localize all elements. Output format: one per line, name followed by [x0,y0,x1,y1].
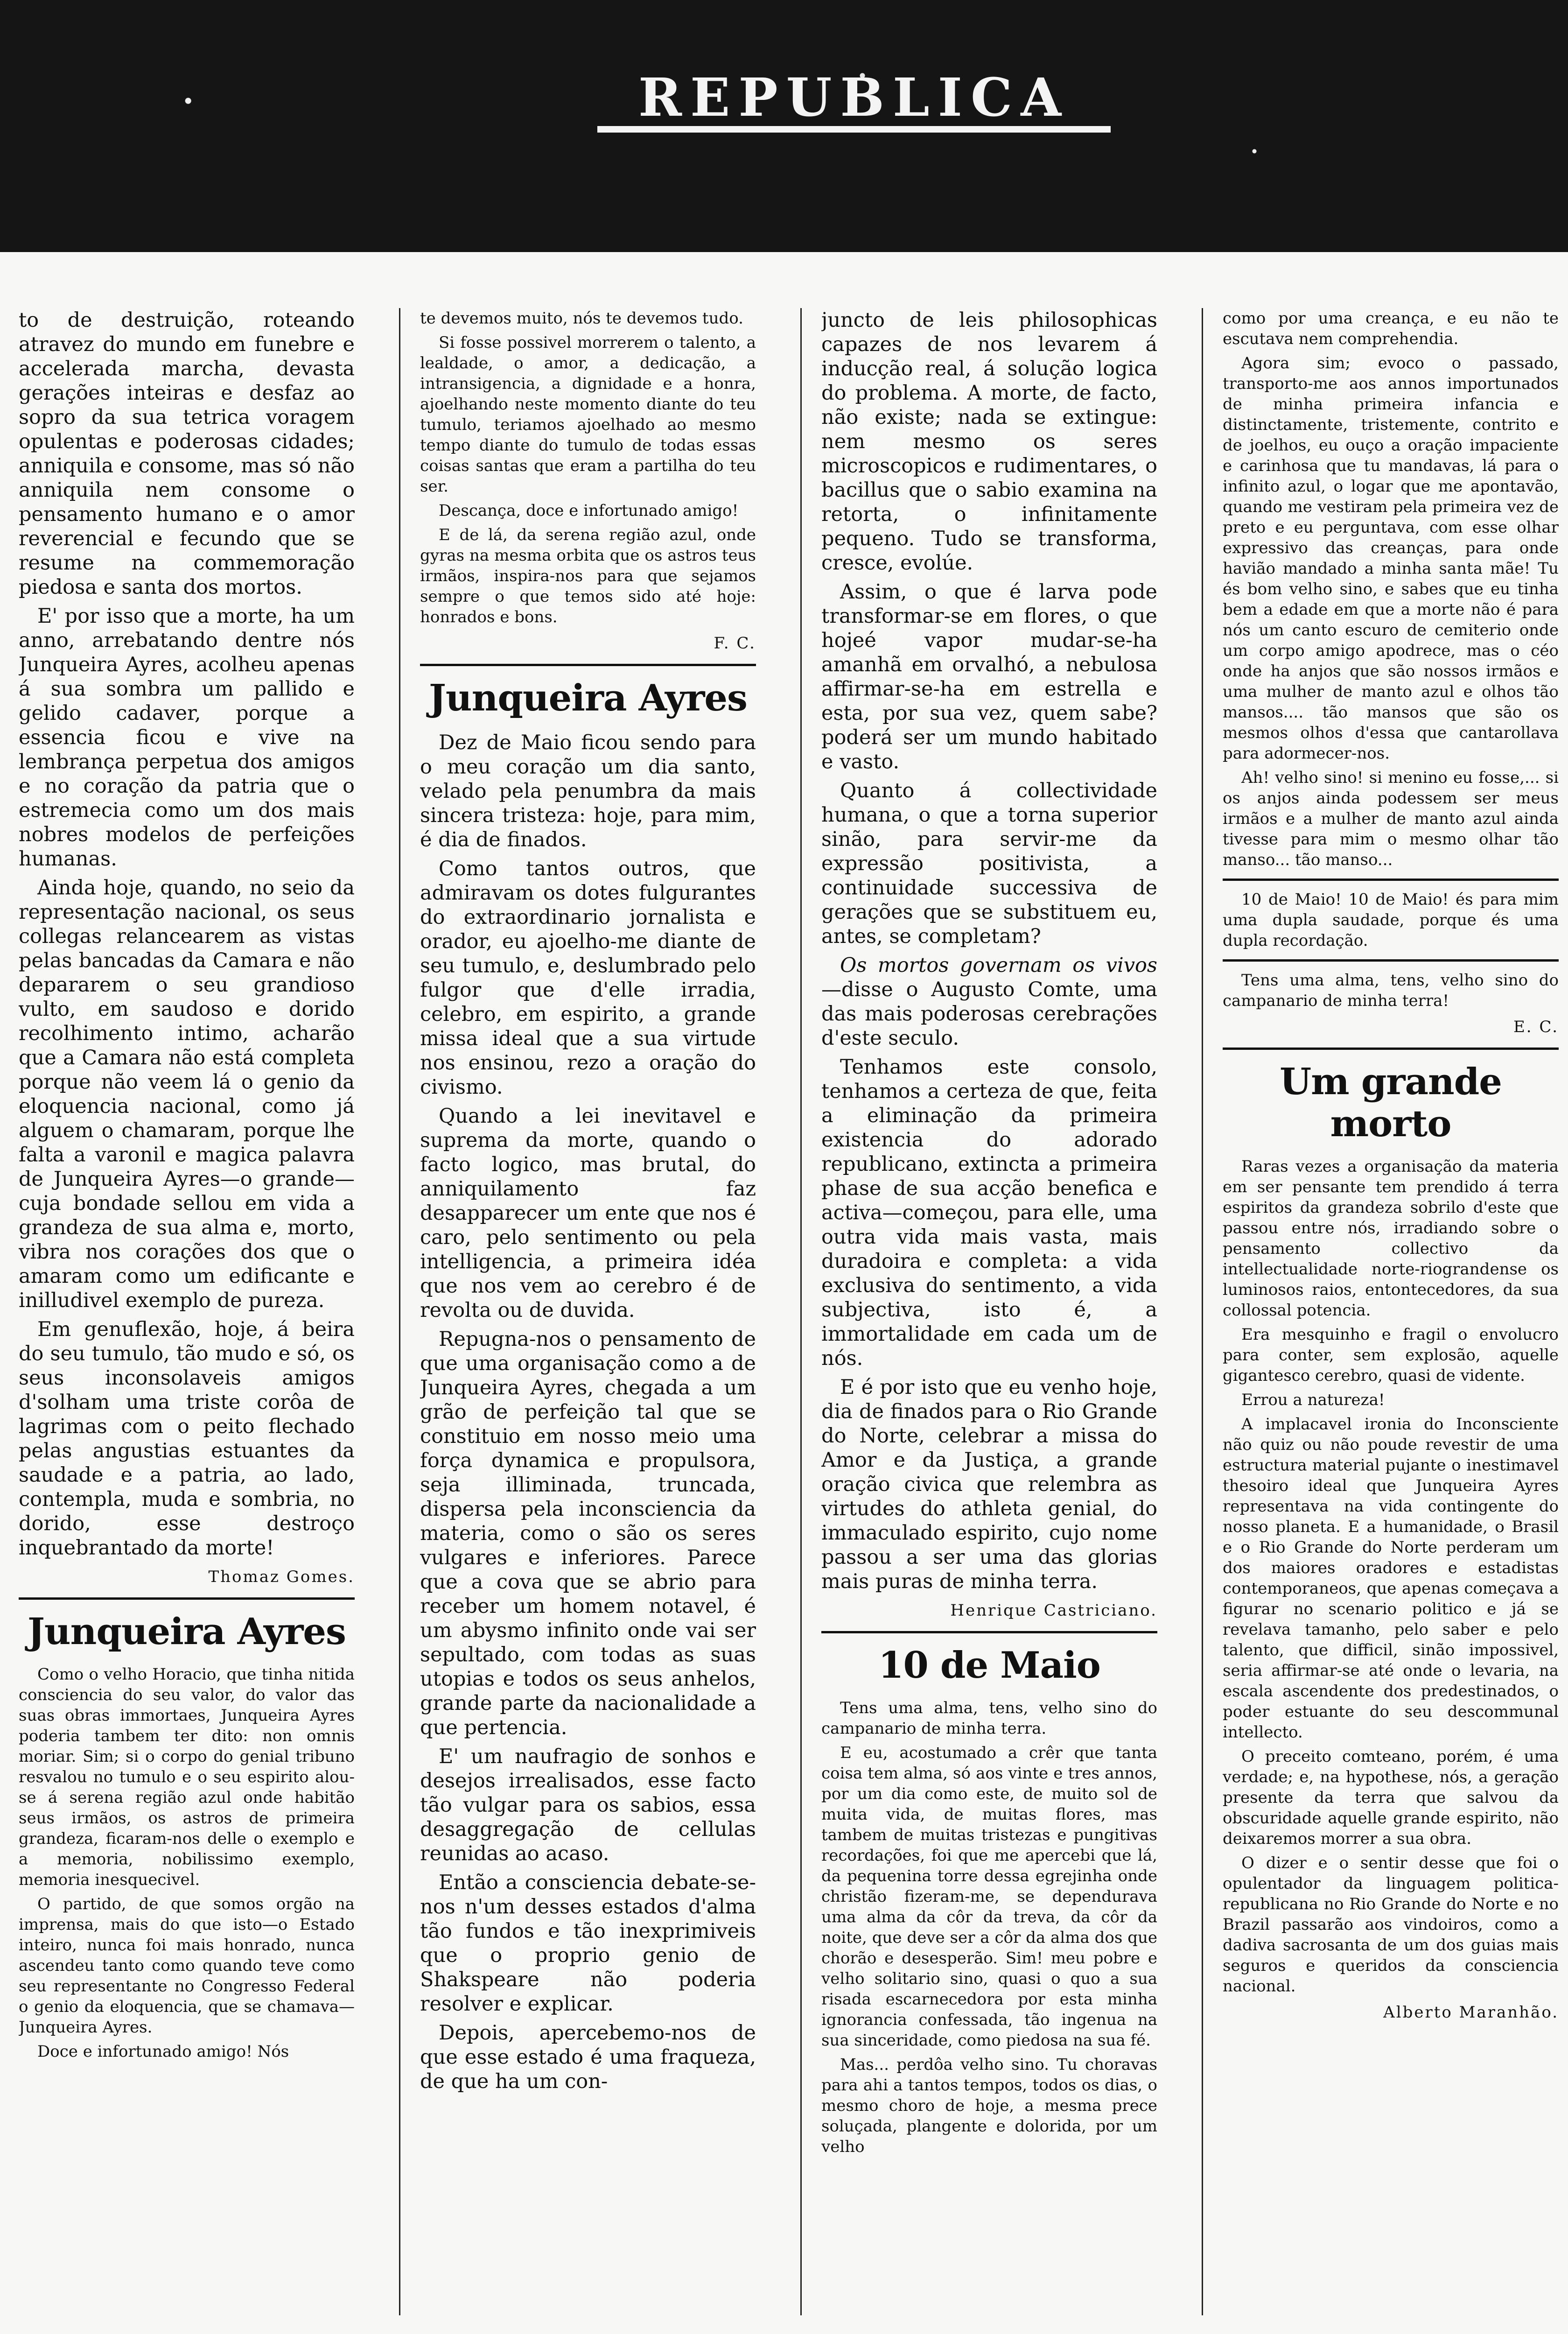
article-paragraph: to de destruição, roteando atravez do mundo em funebre e accelerada marcha, devasta gerações inteiras e desfaz ao sopro da sua tetrica voragem opulentas e poderosas cidades; anniquila e consome, mas só não anniquila nem consome o pensamento humano e o amor reverencial e fecundo que se resume na commemoração piedosa e santa dos mortos. [19,309,355,599]
quoted-motto: Os mortos governam os vivos [840,954,1157,977]
newspaper-page [0,252,1568,2334]
article-paragraph: O dizer e o sentir desse que foi o opulentador da linguagem politica-republicana no Rio Grande do Norte e no Brazil passarão aos vindoiros, como a dadiva sacrosanta de um dos guias mais seguros e queridos da consciencia nacional. [1223,1854,1559,1996]
article-paragraph: E' um naufragio de sonhos e desejos irrealisados, esse facto tão vulgar para os sabios, essa desaggregação de cellulas reunidas ao acaso. [420,1745,756,1865]
article-body-small [1223,1156,1559,1997]
article-paragraph: Raras vezes a organisação da materia em ser pensante tem prendido á terra espiritos da grandeza sobrilo d'este que passou entre nós, irradiando sobre o pensamento collectivo da intellectualidade norte-riograndense os luminosos raios, entontecedores, da sua collossal potencia. [1223,1157,1559,1320]
quote-attribution: —disse o Augusto Comte, uma das mais poderosas cerebrações d'este seculo. [821,978,1157,1050]
article-paragraph: E' por isso que a morte, ha um anno, arrebatando dentre nós Junqueira Ayres, acolheu apenas á sua sombra um pallido e gelido cadaver, porque a essencia ficou e vive na lembrança perpetua dos amigos e no coração da patria que o estremecia como um dos mais nobres modelos de perfeições humanas. [19,605,355,871]
article-paragraph: Ainda hoje, quando, no seio da representação nacional, os seus collegas relancearem as vistas pelas bancadas da Camara e não depararem o seu grandioso vulto, em saudoso e dorido recolhimento intimo, acharão que a Camara não está completa porque não veem lá o genio da eloquencia nacional, como já alguem o chamaram, porque lhe falta a varonil e magica palavra de Junqueira Ayres—o grande—cuja bondade sellou em vida a grandeza de sua alma e, morto, vibra nos corações dos que o amaram como um edificante e inilludivel exemplo de pureza. [19,876,355,1312]
article-paragraph: Errou a natureza! [1241,1391,1385,1409]
column-1 [19,308,355,2066]
article-paragraph: Mas... perdôa velho sino. Tu choravas para ahi a tantos tempos, todos os dias, o mesmo choro de hoje, a mesma prece soluçada, plangente e dolorida, por um velho [821,2055,1157,2156]
article-paragraph: O preceito comteano, porém, é uma verdade; e, na hypothese, nós, a geração presente da terra que salvou da obscuridade aquelle grande espirito, não deixaremos morrer a sua obra. [1223,1747,1559,1848]
article-paragraph: Repugna-nos o pensamento de que uma organisação como a de Junqueira Ayres, chegada a um grão de perfeição tal que se constituio em nosso meio uma força dynamica e propulsora, seja illiminada, truncada, dispersa pela inconsciencia da materia, como o são os seres vulgares e inferiores. Parece que a cova que se abrio para receber um homem notavel, é um abysmo infinito onde vai ser sepultado, com todas as suas utopias e todos os seus anhelos, grande parte da nacionalidade a que pertencia. [420,1328,756,1739]
article-paragraph: 10 de Maio! 10 de Maio! és para mim uma dupla saudade, porque és uma dupla recordação. [1223,890,1559,950]
article-divider [420,664,756,666]
author-signature: E. C. [1513,1018,1559,1036]
article-paragraph: A implacavel ironia do Inconsciente não quiz ou não poude revestir de uma estructura material pujante o inestimavel thesoiro ideal que Junqueira Ayres representava na vida contingente do nosso planeta. E a humanidade, o Brasil e o Rio Grande do Norte perderam um dos maiores oradores e estadistas contemporaneos, que apenas começava a figurar no scenario politico e já se revelava tamanho, pelo saber e pelo talento, que difficil, sinão impossivel, seria affirmar-se até onde o levaria, na escala ascendente dos predestinados, o poder estuante do seu descommunal intellecto. [1223,1415,1559,1742]
article-paragraph: E é por isto que eu venho hoje, dia de finados para o Rio Grande do Norte, celebrar a missa do Amor e da Justiça, a grande oração civica que relembra as virtudes do athleta genial, do immaculado espirito, cujo nome passou a ser uma das glorias mais puras de minha terra. [821,1376,1157,1593]
newspaper-masthead: REPUBLICA [597,70,1111,133]
article-paragraph: Descança, doce e infortunado amigo! [439,501,739,520]
article-paragraph: O partido, de que somos orgão na imprensa, mais do que isto—o Estado inteiro, nunca foi mais honrado, nunca ascendeu tanto como quando teve como seu representante no Congresso Federal o genio da eloquencia, que se chamava—Junqueira Ayres. [19,1895,355,2037]
article-paragraph: Em genuflexão, hoje, á beira do seu tumulo, tão mudo e só, os seus inconsolaveis amigos d'solham uma triste corôa de lagrimas com o peito flechado pelas angustias estuantes da saudade e a patria, ao lado, contempla, muda e sombria, no dorido, esse destroço inquebrantado da morte! [19,1318,355,1560]
article-paragraph: Quando a lei inevitavel e suprema da morte, quando o facto logico, mas brutal, do anniquilamento faz desapparecer um ente que nos é caro, pelo sentimento ou pela intelligencia, a primeira idéa que nos vem ao cerebro é de revolta ou de duvida. [420,1104,756,1322]
article-body-small [1223,308,1559,1011]
article-paragraph: Quanto á collectividade humana, o que a torna superior sinão, para servir-me da expressão positivista, a continuidade successiva de gerações que se substituem eu, antes, se completam? [821,779,1157,948]
article-paragraph: Ah! velho sino! si menino eu fosse,... si os anjos ainda podessem ser meus irmãos e a mulher de manto azul ainda tivesse para mim o mesmo olhar tão manso... tão manso... [1223,768,1559,869]
article-paragraph: Dez de Maio ficou sendo para o meu coração um dia santo, velado pela penumbra da mais sincera tristeza: hoje, para mim, é dia de finados. [420,731,756,851]
author-signature: Alberto Maranhão. [1383,2003,1559,2022]
article-headline: Junqueira Ayres [429,677,747,719]
column-4 [1223,308,1559,2029]
column-2 [420,308,756,2098]
article-divider [1223,879,1559,881]
article-paragraph: E de lá, da serena região azul, onde gyras na mesma orbita que os astros teus irmãos, inspira-nos para que sejamos sempre o que temos sido até hoje: honrados e bons. [420,526,756,626]
author-signature: Henrique Castriciano. [950,1601,1157,1620]
article-paragraph: Agora sim; evoco o passado, transporto-me aos annos importunados de minha primeira infancia e distinctamente, tristemente, contrito e de joelhos, eu ouço a oração impaciente e carinhosa que tu mandavas, lá para o infinito azul, o logar que me apontavão, quando me vestiram pela primeira vez de preto e eu perguntava, com esse olhar expressivo das creanças, para onde havião mandado a minha santa mãe! Tu és bom velho sino, e sabes que eu tinha bem a edade em que a morte não é para nós um canto escuro de cemiterio onde um corpo amigo apodrece, mas o céo onde ha anjos que são nossos irmãos e uma mulher de manto azul e olhos tão mansos.... tão mansos que são os mesmos olhos d'essa que cantarollava para adormecer-nos. [1223,354,1559,763]
column-rule [1202,308,1203,2315]
article-paragraph: Assim, o que é larva pode transformar-se em flores, o que hojeé vapor mudar-se-ha amanhã em orvalhó, a nebulosa affirmar-se-ha em estrella e esta, por sua vez, quem sabe? poderá ser um mundo habitado e vasto. [821,580,1157,773]
article-body-small [821,1698,1157,2157]
column-3 [821,308,1157,2161]
article-divider [821,1631,1157,1633]
article-paragraph: Era mesquinho e fragil o envolucro para conter, sem explosão, aquelle gigantesco cerebro, quasi de vidente. [1223,1325,1559,1385]
author-signature: F. C. [714,634,756,653]
article-paragraph [821,953,1157,1050]
article-headline: Um grande morto [1280,1061,1502,1145]
article-body-small [420,308,756,627]
article-paragraph: juncto de leis philosophicas capazes de nos levarem á inducção real, á solução logica do problema. A morte, de facto, não existe; nada se extingue: nem mesmo os seres microscopicos e rudimentares, o bacillus que o sabio examina na retorta, o infinitamente pequeno. Tudo se transforma, cresce, evolúe. [821,309,1157,575]
article-divider [1223,1047,1559,1050]
article-paragraph: E eu, acostumado a crêr que tanta coisa tem alma, só aos vinte e tres annos, por um dia como este, de muito sol de muita vida, de muitas flores, mas tambem de muitas tristezas e pungitivas recordações, foi que me apercebi que lá, da pequenina torre dessa egrejinha onde christão fizeram-me, se dependurava uma alma da côr da treva, da côr da noite, que deve ser a côr da alma dos que chorão e desesperão. Sim! meu pobre e velho solitario sino, quasi o quo a sua risada escarnecedora por esta minha ignorancia confessada, tão ingenua na sua sinceridade, como piedosa na sua fé. [821,1743,1157,2050]
article-paragraph: Depois, apercebemo-nos de que esse estado é uma fraqueza, de que ha um con- [420,2021,756,2093]
article-paragraph: Tenhamos este consolo, tenhamos a certeza de que, feita a eliminação da primeira existencia do adorado republicano, extincta a primeira phase de sua acção benefica e activa—começou, para elle, uma outra vida mais vasta, mais duradoira e completa: a vida exclusiva do sentimento, a vida subjectiva, isto é, a immortalidade em cada um de nós. [821,1055,1157,1370]
article-paragraph: Si fosse possivel morrerem o talento, a lealdade, o amor, a dedicação, a intransigencia, a dignidade e a honra, ajoelhando neste momento diante do teu tumulo, teriamos ajoelhado ao mesmo tempo diante do tumulo de todas essas coisas santas que eram a partilha do teu ser. [420,333,756,496]
article-paragraph: como por uma creança, e eu não te escutava nem comprehendia. [1223,309,1559,348]
article-paragraph: Então a consciencia debate-se-nos n'um desses estados d'alma tão fundos e tão inexprimiveis que o proprio genio de Shakspeare não poderia resolver e explicar. [420,1871,756,2016]
article-paragraph: Como o velho Horacio, que tinha nitida consciencia do seu valor, do valor das suas obras immortaes, Junqueira Ayres poderia tambem ter dito: non omnis moriar. Sim; si o corpo do genial tribuno resvalou no tumulo e o seu espirito alou-se á serena região azul onde habitão seus irmãos, os astros de primeira grandeza, ficaram-nos delle o exemplo e a memoria, nobilissimo exemplo, memoria inesquecivel. [19,1665,355,1889]
article-divider [19,1597,355,1600]
article-paragraph: Como tantos outros, que admiravam os dotes fulgurantes do extraordinario jornalista e orador, eu ajoelho-me diante de seu tumulo, e, deslumbrado pelo fulgor que d'elle irradia, celebro, em espirito, a grande missa ideal que a sua virtude nos ensinou, rezo a oração do civismo. [420,857,756,1099]
column-rule [399,308,400,2315]
column-rule [800,308,802,2315]
article-body-small [19,1664,355,2062]
article-headline: 10 de Maio [878,1644,1100,1687]
author-signature: Thomaz Gomes. [208,1568,355,1586]
article-divider [1223,959,1559,962]
article-paragraph: Tens uma alma, tens, velho sino do campanario de minha terra! [1223,971,1559,1010]
article-paragraph: Doce e infortunado amigo! Nós [37,2042,289,2061]
article-paragraph: Tens uma alma, tens, velho sino do campanario de minha terra. [821,1699,1157,1738]
article-headline: Junqueira Ayres [28,1610,346,1653]
article-paragraph: te devemos muito, nós te devemos tudo. [420,309,743,328]
